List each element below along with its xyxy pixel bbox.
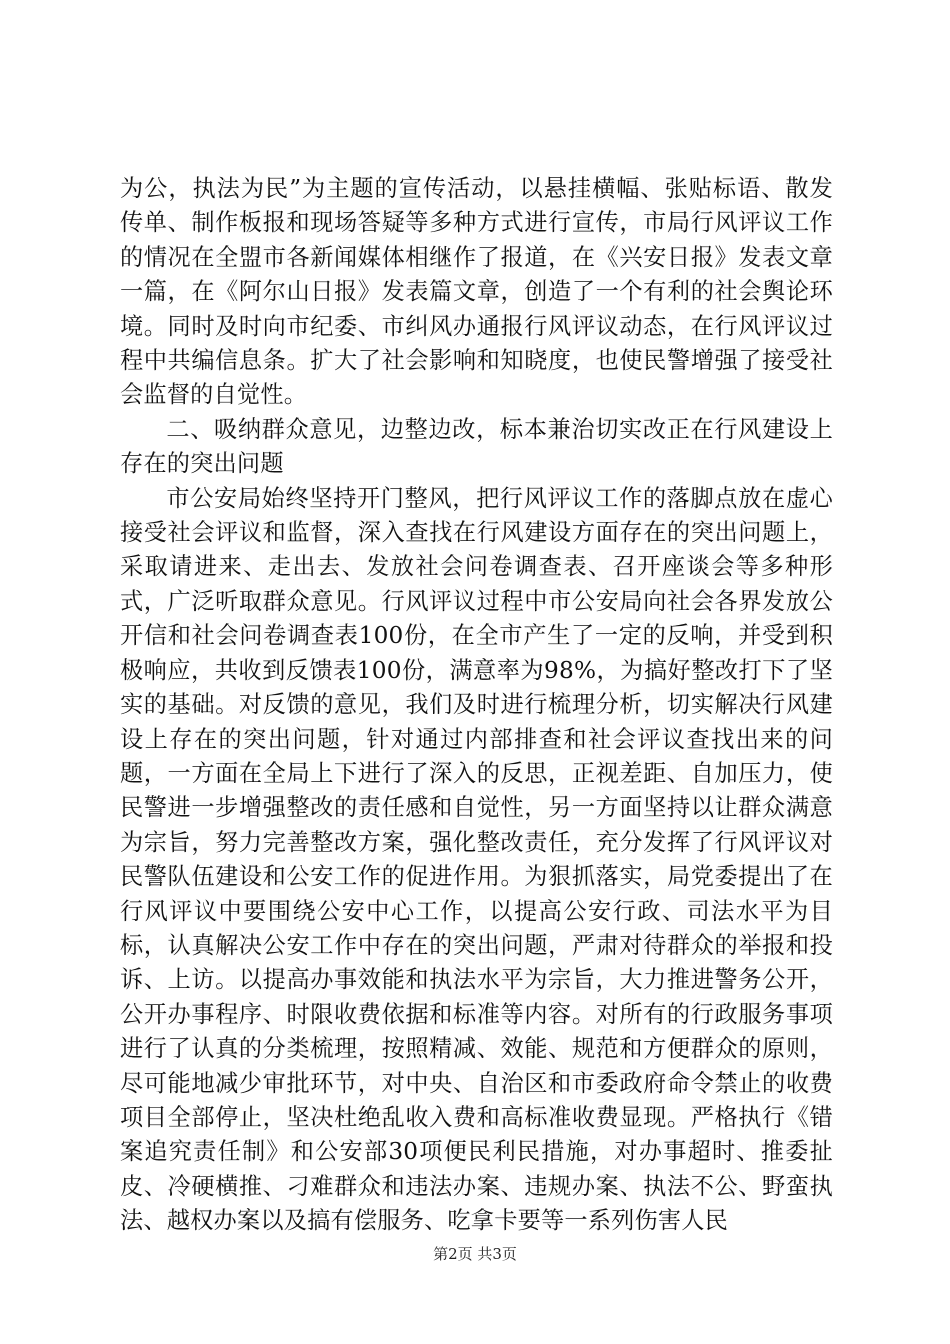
page-number: 第2页 共3页 — [433, 1245, 517, 1263]
paragraph-body: 市公安局始终坚持开门整风，把行风评议工作的落脚点放在虚心接受社会评议和监督，深入查找在行风建设方面存在的突出问题上，采取请进来、走出去、发放社会问卷调查表、召开座谈会等多种形式，广泛听取群众意见。行风评议过程中市公安局向社会各界发放公开信和社会问卷调查表100份，在全市产生了一定的反响，并受到积极响应，共收到反馈表100份，满意率为98%，为搞好整改打下了坚实的基础。对反馈的意见，我们及时进行梳理分析，切实解决行风建设上存在的突出问题，针对通过内部排查和社会评议查找出来的问题，一方面在全局上下进行了深入的反思，正视差距、自加压力，使民警进一步增强整改的责任感和自觉性，另一方面坚持以让群众满意为宗旨，努力完善整改方案，强化整改责任，充分发挥了行风评议对民警队伍建设和公安工作的促进作用。为狠抓落实，局党委提出了在行风评议中要围绕公安中心工作，以提高公安行政、司法水平为目标，认真解决公安工作中存在的突出问题，严肃对待群众的举报和投诉、上访。以提高办事效能和执法水平为宗旨，大力推进警务公开，公开办事程序、时限收费依据和标准等内容。对所有的行政服务事项进行了认真的分类梳理，按照精减、效能、规范和方便群众的原则，尽可能地减少审批环节，对中央、自治区和市委政府命令禁止的收费项目全部停止，坚决杜绝乱收入费和高标准收费显现。严格执行《错案追究责任制》和公安部30项便民利民措施，对办事超时、推委扯皮、冷硬横推、刁难群众和违法办案、违规办案、执法不公、野蛮执法、越权办案以及搞有偿服务、吃拿卡要等一系列伤害人民 — [120, 484, 833, 1235]
page-footer — [0, 1244, 950, 1264]
document-body — [120, 172, 833, 1239]
section-heading: 二、吸纳群众意见，边整边改，标本兼治切实改正在行风建设上存在的突出问题 — [120, 415, 833, 478]
paragraph-continuation: 为公，执法为民”为主题的宣传活动，以悬挂横幅、张贴标语、散发传单、制作板报和现场答疑等多种方式进行宣传，市局行风评议工作的情况在全盟市各新闻媒体相继作了报道，在《兴安日报》发表文章一篇，在《阿尔山日报》发表篇文章，创造了一个有利的社会舆论环境。同时及时向市纪委、市纠风办通报行风评议动态，在行风评议过程中共编信息条。扩大了社会影响和知晓度，也使民警增强了接受社会监督的自觉性。 — [120, 175, 833, 409]
